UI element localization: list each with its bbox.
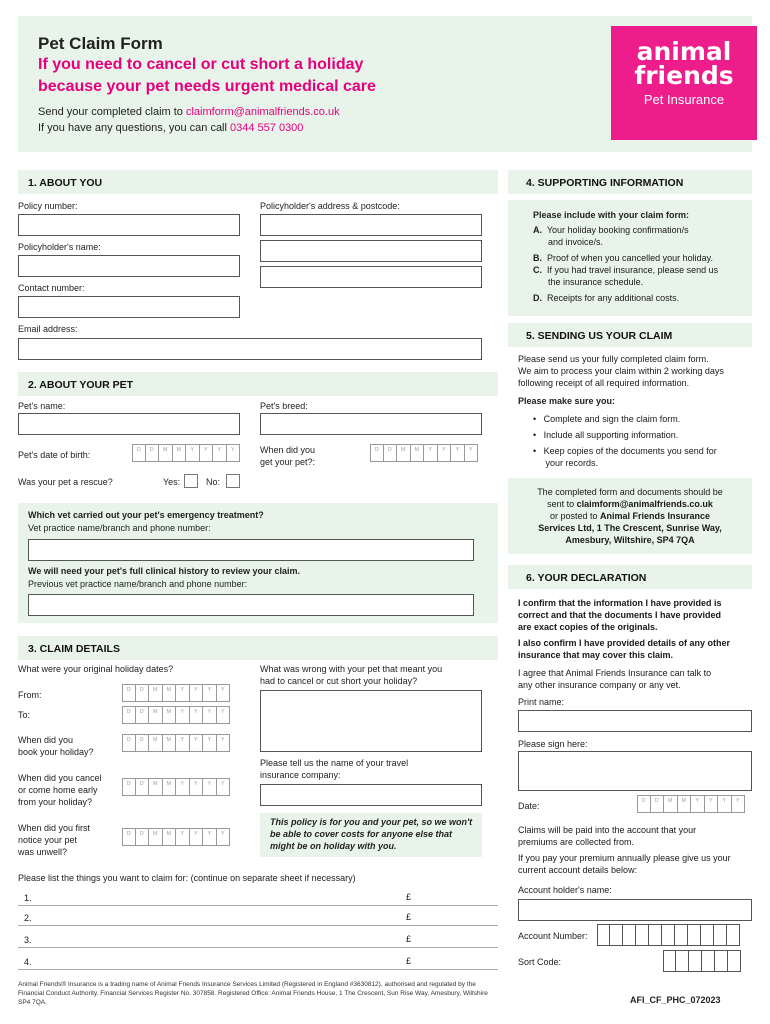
email-label: Email address: (18, 324, 78, 334)
date-digit-cell[interactable]: Y (217, 734, 231, 752)
travel-label: Please tell us the name of your travel insurance company: (260, 758, 409, 780)
when-got-label: When did you get your pet?: (260, 445, 316, 467)
date-digit-cell[interactable]: D (132, 444, 146, 462)
date-digit-cell[interactable]: D (136, 706, 150, 724)
pet-name-field[interactable] (18, 413, 240, 435)
date-digit-cell[interactable]: D (136, 684, 150, 702)
date-digit-cell[interactable]: Y (203, 828, 217, 846)
date-digit-cell[interactable]: Y (190, 828, 204, 846)
form-title: Pet Claim Form (38, 34, 163, 53)
date-digit-cell[interactable]: D (122, 684, 136, 702)
declaration-date-input[interactable] (637, 795, 745, 813)
supporting-list: A. Your holiday booking confirmation/s and invoice/s. B. Proof of when you cancelled your holiday. C. If you had travel insurance, please send us the insurance schedule. D. Receipts for any additional costs. (533, 225, 719, 303)
wrong-field[interactable] (260, 690, 482, 752)
call-line: If you have any questions, you can call 0344 557 0300 (38, 122, 304, 134)
header-panel (18, 16, 752, 152)
to-label: To: (18, 710, 31, 720)
date-digit-cell[interactable]: Y (438, 444, 452, 462)
pet-breed-label: Pet's breed: (260, 401, 308, 411)
make-sure-label: Please make sure you: (518, 396, 616, 406)
date-digit-cell[interactable]: D (146, 444, 160, 462)
account-number-input[interactable] (597, 924, 740, 946)
section-about-you-heading: 1. ABOUT YOU (18, 170, 498, 194)
date-digit-cell[interactable]: M (678, 795, 692, 813)
dob-date-input[interactable] (132, 444, 240, 462)
date-digit-cell[interactable]: M (173, 444, 187, 462)
address-field-3[interactable] (260, 266, 482, 288)
claim-row-1[interactable]: 1. £ (18, 888, 498, 906)
address-label: Policyholder's address & postcode: (260, 201, 400, 211)
date-digit-cell[interactable]: M (149, 684, 163, 702)
contact-field[interactable] (18, 296, 240, 318)
date-digit-cell[interactable]: Y (217, 778, 231, 796)
date-digit-cell[interactable]: D (122, 778, 136, 796)
claim-row-4[interactable]: 4. £ (18, 952, 498, 970)
date-digit-cell[interactable]: D (136, 734, 150, 752)
rescue-no-label: No: (206, 477, 221, 487)
date-digit-cell[interactable]: Y (190, 734, 204, 752)
address-field-1[interactable] (260, 214, 482, 236)
from-label: From: (18, 690, 42, 700)
vet-field[interactable] (28, 539, 474, 561)
rescue-label: Was your pet a rescue? (18, 477, 113, 487)
section-declaration-heading: 6. YOUR DECLARATION (508, 565, 752, 589)
postal-address: The completed form and documents should be sent to claimform@animalfriends.co.uk or posted to Animal Friends Insurance Services Ltd, 1 The Crescent, Sunrise Way, Amesbury, Wiltshire, SP4 7QA (537, 487, 723, 545)
date-digit-cell[interactable]: M (397, 444, 411, 462)
date-digit-cell[interactable]: Y (217, 684, 231, 702)
declaration-confirm: I confirm that the information I have provided is correct and that the documents I have provided are exact copies of the originals. (518, 598, 722, 632)
date-digit-cell[interactable]: Y (465, 444, 479, 462)
sort-code-input[interactable] (663, 950, 741, 972)
to-date-input[interactable] (122, 706, 230, 724)
date-digit-cell[interactable]: Y (217, 828, 231, 846)
vet-question: Which vet carried out your pet's emergency treatment? (28, 510, 264, 520)
date-digit-cell[interactable]: Y (176, 828, 190, 846)
rescue-yes-label: Yes: (163, 477, 181, 487)
declaration-other-insurance: I also confirm I have provided details of any other insurance that may cover this claim. (518, 638, 731, 660)
date-digit-cell[interactable]: Y (227, 444, 241, 462)
date-digit-cell[interactable]: D (370, 444, 384, 462)
footer-legal: Animal Friends® Insurance is a trading name of Animal Friends Insurance Services Limited (Registered in England #3630812), authorised and regulated by the Financial Conduct Authority. Financial Services Register No. 307858. Registered Office: Animal Friends House, 1 The Crescent, Sun Rise Way, Amesbury, Wiltshire SP4 7QA. (18, 981, 488, 1006)
date-digit-cell[interactable]: D (136, 828, 150, 846)
supporting-intro: Please include with your claim form: (533, 210, 690, 220)
date-digit-cell[interactable]: Y (203, 706, 217, 724)
date-digit-cell[interactable]: Y (213, 444, 227, 462)
declaration-date-label: Date: (518, 801, 540, 811)
pet-name-label: Pet's name: (18, 401, 66, 411)
date-digit-cell[interactable]: M (163, 778, 177, 796)
form-code: AFI_CF_PHC_072023 (630, 995, 721, 1005)
from-date-input[interactable] (122, 684, 230, 702)
wrong-label: What was wrong with your pet that meant you had to cancel or cut short your holiday? (260, 664, 443, 686)
date-digit-cell[interactable]: Y (176, 734, 190, 752)
sort-code-label: Sort Code: (518, 957, 562, 967)
rescue-no-checkbox[interactable] (226, 474, 240, 488)
date-digit-cell[interactable]: M (149, 706, 163, 724)
claim-row-2[interactable]: 2. £ (18, 908, 498, 926)
cancel-label: When did you cancel or come home early from your holiday? (18, 773, 102, 807)
account-holder-field[interactable] (518, 899, 752, 921)
date-digit-cell[interactable]: Y (176, 778, 190, 796)
signature-field[interactable] (518, 751, 752, 791)
phone-link[interactable]: 0344 557 0300 (230, 122, 304, 134)
date-digit-cell[interactable]: Y (186, 444, 200, 462)
claim-row-3[interactable]: 3. £ (18, 930, 498, 948)
print-name-field[interactable] (518, 710, 752, 732)
policy-note: This policy is for you and your pet, so we won't be able to cover costs for anyone else that might be on holiday with you. (270, 817, 473, 851)
date-digit-cell[interactable]: M (149, 734, 163, 752)
prev-vet-field[interactable] (28, 594, 474, 616)
sign-label: Please sign here: (518, 739, 588, 749)
holiday-dates-label: What were your original holiday dates? (18, 664, 174, 674)
dob-label: Pet's date of birth: (18, 450, 91, 460)
date-digit-cell[interactable]: M (163, 684, 177, 702)
notice-label: When did you first notice your pet was unwell? (18, 823, 91, 857)
date-digit-cell[interactable]: Y (424, 444, 438, 462)
booked-date-input[interactable] (122, 734, 230, 752)
policy-number-label: Policy number: (18, 201, 78, 211)
date-digit-cell[interactable]: M (159, 444, 173, 462)
when-got-date-input[interactable] (370, 444, 478, 462)
date-digit-cell[interactable]: D (136, 778, 150, 796)
notice-date-input[interactable] (122, 828, 230, 846)
contact-label: Contact number: (18, 283, 85, 293)
date-digit-cell[interactable]: D (122, 706, 136, 724)
vet-label: Vet practice name/branch and phone number: (28, 523, 211, 533)
prev-vet-label: Previous vet practice name/branch and phone number: (28, 579, 248, 589)
claim-list-title: Please list the things you want to claim for: (continue on separate sheet if necessary) (18, 873, 356, 883)
date-digit-cell[interactable]: M (664, 795, 678, 813)
payment-note: Claims will be paid into the account that your premiums are collected from. If you pay your premium annually please give us your current account details below: (518, 825, 731, 875)
date-digit-cell[interactable]: M (163, 706, 177, 724)
history-note: We will need your pet's full clinical history to review your claim. (28, 566, 301, 576)
date-digit-cell[interactable]: Y (190, 706, 204, 724)
date-digit-cell[interactable]: D (637, 795, 651, 813)
date-digit-cell[interactable]: Y (190, 778, 204, 796)
date-digit-cell[interactable]: Y (176, 684, 190, 702)
date-digit-cell[interactable]: Y (203, 684, 217, 702)
policy-number-field[interactable] (18, 214, 240, 236)
date-digit-cell[interactable]: Y (705, 795, 719, 813)
date-digit-cell[interactable]: Y (190, 684, 204, 702)
date-digit-cell[interactable]: Y (217, 706, 231, 724)
date-digit-cell[interactable]: M (149, 778, 163, 796)
declaration-agree: I agree that Animal Friends Insurance can talk to any other insurance company or any vet. (518, 668, 712, 690)
send-line: Send your completed claim to claimform@animalfriends.co.uk (38, 106, 340, 118)
date-digit-cell[interactable]: Y (200, 444, 214, 462)
section-claim-heading: 3. CLAIM DETAILS (18, 636, 498, 660)
print-name-label: Print name: (518, 697, 565, 707)
date-digit-cell[interactable]: M (149, 828, 163, 846)
section-supporting-heading: 4. SUPPORTING INFORMATION (508, 170, 752, 194)
holder-name-label: Policyholder's name: (18, 242, 101, 252)
account-number-label: Account Number: (518, 931, 588, 941)
booked-label: When did you book your holiday? (18, 735, 94, 757)
date-digit-cell[interactable]: M (411, 444, 425, 462)
date-digit-cell[interactable]: D (122, 734, 136, 752)
date-digit-cell[interactable]: Y (203, 734, 217, 752)
animal-friends-logo: animal friends Pet Insurance (611, 26, 757, 140)
subtitle-line-1: If you need to cancel or cut short a holiday (38, 56, 364, 73)
date-digit-cell[interactable]: Y (176, 706, 190, 724)
cancel-date-input[interactable] (122, 778, 230, 796)
sending-intro: Please send us your fully completed claim form. We aim to process your claim within 2 working days following receipt of all required information. (518, 354, 724, 388)
address-field-2[interactable] (260, 240, 482, 262)
pet-breed-field[interactable] (260, 413, 482, 435)
date-digit-cell[interactable]: D (384, 444, 398, 462)
email-field[interactable] (18, 338, 482, 360)
claim-email-link[interactable]: claimform@animalfriends.co.uk (185, 106, 340, 118)
account-holder-label: Account holder's name: (518, 885, 612, 895)
date-digit-cell[interactable]: Y (732, 795, 746, 813)
section-about-pet-heading: 2. ABOUT YOUR PET (18, 372, 498, 396)
date-digit-cell[interactable]: M (163, 828, 177, 846)
make-sure-list: • Complete and sign the claim form. • Include all supporting information. • Keep copies of the documents you send for your records. (533, 414, 717, 468)
date-digit-cell[interactable]: Y (451, 444, 465, 462)
holder-name-field[interactable] (18, 255, 240, 277)
date-digit-cell[interactable]: Y (718, 795, 732, 813)
date-digit-cell[interactable]: D (122, 828, 136, 846)
subtitle-line-2: because your pet needs urgent medical care (38, 78, 376, 95)
section-sending-heading: 5. SENDING US YOUR CLAIM (508, 323, 752, 347)
travel-field[interactable] (260, 784, 482, 806)
date-digit-cell[interactable]: M (163, 734, 177, 752)
date-digit-cell[interactable]: Y (203, 778, 217, 796)
rescue-yes-checkbox[interactable] (184, 474, 198, 488)
date-digit-cell[interactable]: Y (691, 795, 705, 813)
date-digit-cell[interactable]: D (651, 795, 665, 813)
